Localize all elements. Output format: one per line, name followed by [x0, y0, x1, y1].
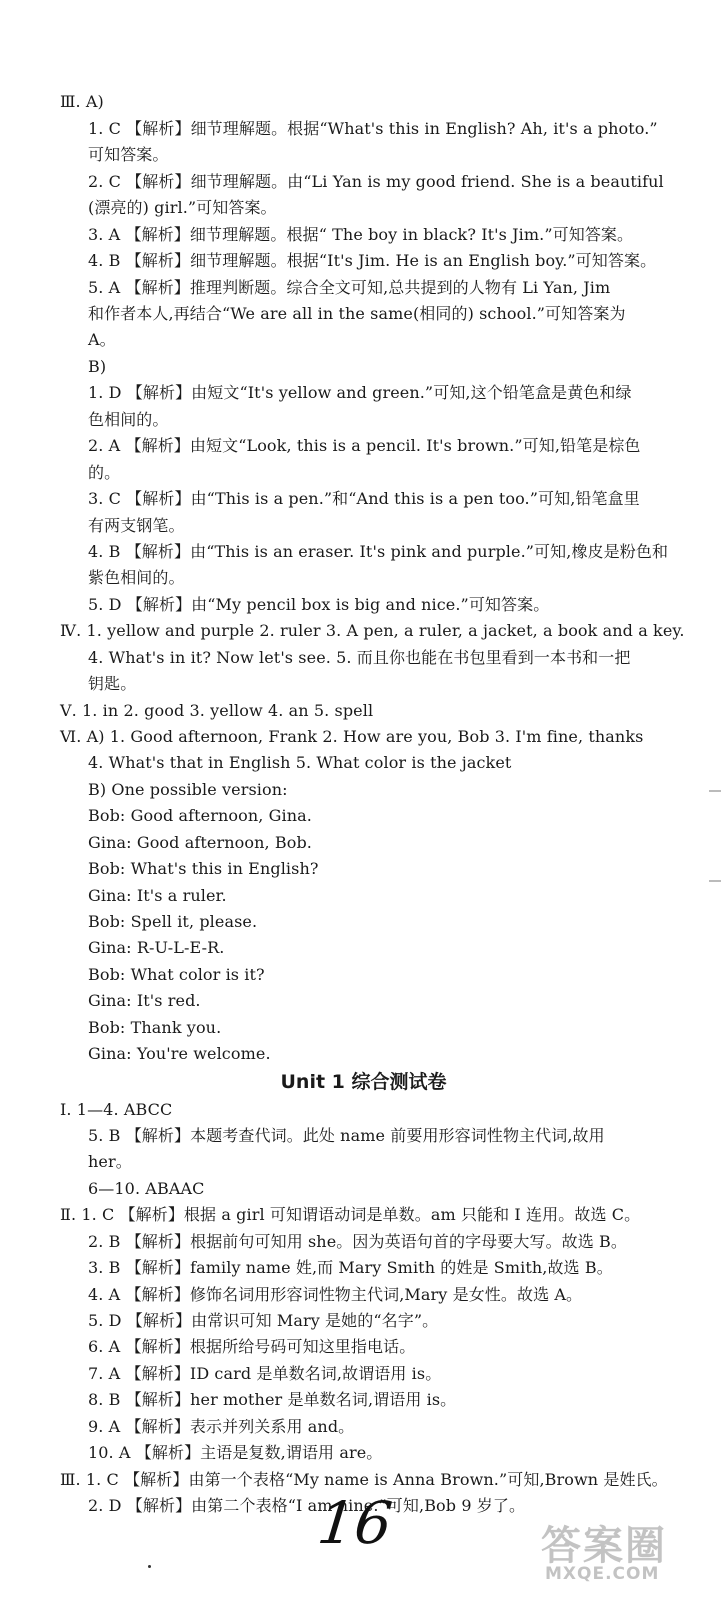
answer-line: 可知答案。: [88, 145, 169, 164]
section-heading-b: B): [88, 357, 107, 376]
answer-line: 1. C 【解析】细节理解题。根据“What's this in English? Ah, it's a photo.”: [88, 119, 658, 138]
section-title: Unit 1 综合测试卷: [280, 1071, 447, 1093]
answer-line: 4. B 【解析】细节理解题。根据“It's Jim. He is an English boy.”可知答案。: [88, 251, 657, 270]
dialogue-line: Gina: R-U-L-E-R.: [88, 938, 225, 957]
answer-line: 2. C 【解析】细节理解题。由“Li Yan is my good friend. She is a beautiful: [88, 172, 664, 191]
answer-line: 5. B 【解析】本题考查代词。此处 name 前要用形容词性物主代词,故用: [88, 1126, 605, 1145]
section-heading-vi: Ⅵ. A) 1. Good afternoon, Frank 2. How are you, Bob 3. I'm fine, thanks: [60, 727, 644, 746]
dialogue-line: Bob: What's this in English?: [88, 859, 319, 878]
dialogue-line: Gina: It's red.: [88, 991, 201, 1010]
answer-line: 4. A 【解析】修饰名词用形容词性物主代词,Mary 是女性。故选 A。: [88, 1285, 583, 1304]
watermark-text: 答案圈: [541, 1523, 667, 1569]
section-heading-i: Ⅰ. 1—4. ABCC: [60, 1100, 173, 1119]
answer-line: (漂亮的) girl.”可知答案。: [88, 198, 277, 217]
dialogue-line: Bob: Spell it, please.: [88, 912, 258, 931]
edge-mark: [709, 790, 721, 792]
answer-line: 钥匙。: [88, 674, 137, 693]
answer-line: 9. A 【解析】表示并列关系用 and。: [88, 1417, 355, 1436]
answer-line: 5. A 【解析】推理判断题。综合全文可知,总共提到的人物有 Li Yan, Jim: [88, 278, 611, 297]
answer-line: 4. What's that in English 5. What color is the jacket: [88, 753, 512, 772]
dialogue-line: Gina: It's a ruler.: [88, 886, 227, 905]
section-heading-iii: Ⅲ. 1. C 【解析】由第一个表格“My name is Anna Brown.”可知,Brown 是姓氏。: [60, 1470, 668, 1489]
answer-line: 的。: [88, 463, 121, 482]
watermark-logo: [531, 1514, 721, 1594]
scan-dot: [148, 1565, 151, 1568]
answer-line: 3. B 【解析】family name 姓,而 Mary Smith 的姓是 Smith,故选 B。: [88, 1258, 613, 1277]
answer-line: 6—10. ABAAC: [88, 1179, 205, 1198]
answer-line: 5. D 【解析】由常识可知 Mary 是她的“名字”。: [88, 1311, 439, 1330]
section-heading-iv: Ⅳ. 1. yellow and purple 2. ruler 3. A pen, a ruler, a jacket, a book and a key.: [60, 621, 685, 640]
dialogue-line: Bob: What color is it?: [88, 965, 265, 984]
watermark-url: MXQE.COM: [545, 1564, 660, 1584]
answer-line: 紫色相间的。: [88, 568, 185, 587]
answer-line: 3. C 【解析】由“This is a pen.”和“And this is a pen too.”可知,铅笔盒里: [88, 489, 640, 508]
dialogue-line: Gina: Good afternoon, Bob.: [88, 833, 312, 852]
section-heading-iii-a: Ⅲ. A): [60, 92, 104, 111]
answer-line: 8. B 【解析】her mother 是单数名词,谓语用 is。: [88, 1390, 457, 1409]
answer-line: 2. B 【解析】根据前句可知用 she。因为英语句首的字母要大写。故选 B。: [88, 1232, 628, 1251]
answer-line: 4. What's in it? Now let's see. 5. 而且你也能在书包里看到一本书和一把: [88, 648, 631, 667]
answer-line: 色相间的。: [88, 410, 169, 429]
answer-line: 10. A 【解析】主语是复数,谓语用 are。: [88, 1443, 383, 1462]
answer-line: 2. D 【解析】由第二个表格“I am nine.”可知,Bob 9 岁了。: [88, 1496, 526, 1515]
dialogue-line: Gina: You're welcome.: [88, 1044, 271, 1063]
answer-line: 7. A 【解析】ID card 是单数名词,故谓语用 is。: [88, 1364, 442, 1383]
answer-line: 1. D 【解析】由短文“It's yellow and green.”可知,这个铅笔盒是黄色和绿: [88, 383, 632, 402]
answer-line: 3. A 【解析】细节理解题。根据“ The boy in black? It's Jim.”可知答案。: [88, 225, 634, 244]
section-heading-ii: Ⅱ. 1. C 【解析】根据 a girl 可知谓语动词是单数。am 只能和 I 连用。故选 C。: [60, 1205, 641, 1224]
answer-line: 2. A 【解析】由短文“Look, this is a pencil. It's brown.”可知,铅笔是棕色: [88, 436, 641, 455]
answer-line: 6. A 【解析】根据所给号码可知这里指电话。: [88, 1337, 416, 1356]
edge-mark: [709, 880, 721, 882]
answer-line: 4. B 【解析】由“This is an eraser. It's pink and purple.”可知,橡皮是粉色和: [88, 542, 669, 561]
dialogue-line: Bob: Thank you.: [88, 1018, 222, 1037]
answer-line: 有两支钢笔。: [88, 516, 185, 535]
dialogue-line: Bob: Good afternoon, Gina.: [88, 806, 312, 825]
answer-line: her。: [88, 1152, 132, 1171]
handwritten-page-number: 16: [314, 1489, 396, 1557]
section-heading-v: Ⅴ. 1. in 2. good 3. yellow 4. an 5. spell: [60, 701, 374, 720]
answer-line: 5. D 【解析】由“My pencil box is big and nice.”可知答案。: [88, 595, 550, 614]
answer-line: B) One possible version:: [88, 780, 288, 799]
answer-line: 和作者本人,再结合“We are all in the same(相同的) school.”可知答案为: [88, 304, 626, 323]
answer-line: A。: [88, 330, 116, 349]
